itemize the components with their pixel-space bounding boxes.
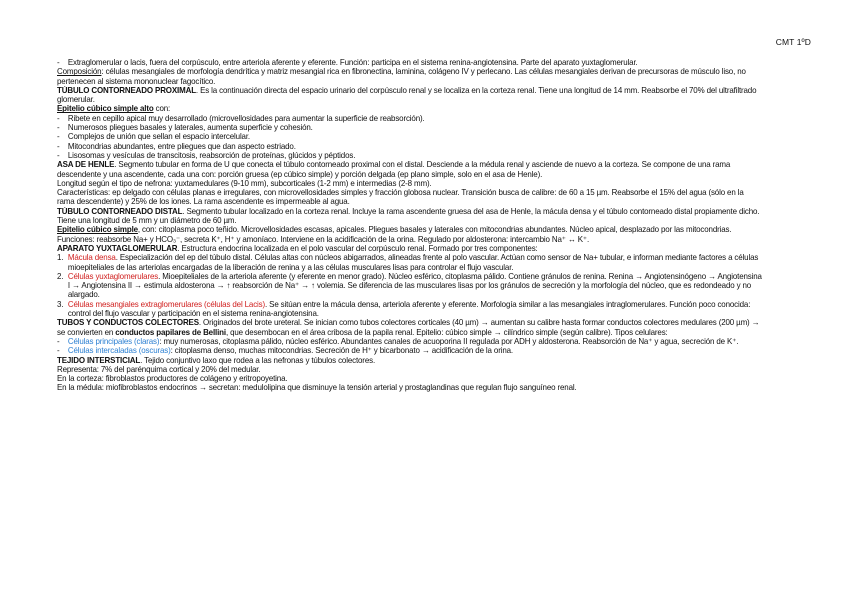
- list-item: - Complejos de unión que sellan el espacio intercelular.: [57, 132, 250, 142]
- document-body: [57, 58, 762, 393]
- tcp-heading: TÚBULO CONTORNEADO PROXIMAL: [57, 85, 196, 95]
- dash-marker: -: [57, 58, 60, 67]
- composicion-label: Composición: [57, 67, 102, 77]
- epitelio-alto-line: Epitelio cúbico simple alto con:: [57, 104, 171, 114]
- list-item: - Mitocondrias abundantes, entre pliegues que dan aspecto estriado.: [57, 141, 296, 151]
- macula-densa-label: Mácula densa: [67, 253, 116, 263]
- list-item: - Numerosos pliegues basales y laterales, aumenta superficie y cohesión.: [57, 123, 313, 133]
- principales-label: Células principales (claras): [67, 336, 160, 346]
- epitelio-simple-label: Epitelio cúbico simple: [57, 225, 138, 235]
- lacis-label: Células mesangiales extraglomerulares (células del Lacis): [67, 299, 266, 309]
- henle-longitud-line: Longitud según el tipo de nefrona: yuxtamedulares (9-10 mm), subcorticales (1-2 mm) e intermedias (2-8 mm).: [57, 178, 432, 188]
- list-item: - Lisosomas y vesículas de transcitosis, reabsorción de proteínas, glúcidos y péptidos.: [57, 150, 356, 160]
- yuxtaglomerulares-label: Células yuxtaglomerulares: [67, 271, 159, 281]
- tcp-paragraph: TÚBULO CONTORNEADO PROXIMAL. Es la continuación directa del espacio urinario del corpúsculo renal y se localiza en la corteza renal. Tiene una longitud de 14 mm. Reabsorbe el 70% del ultrafiltrado glomerular.: [57, 85, 757, 105]
- funciones-line: Funciones: reabsorbe Na+ y HCO₃⁻, secreta K⁺, H⁺ y amoníaco. Interviene en la acidificación de la orina. Regulado por aldosterona: intercambio Na⁺ ↔ K⁺.: [57, 234, 590, 244]
- tejido-intersticial-paragraph: TEJIDO INTERSTICIAL. Tejido conjuntivo laxo que rodea a las nefronas y túbulos colectores.: [57, 355, 376, 365]
- epitelio-alto-label: Epitelio cúbico simple alto: [57, 104, 154, 114]
- bellini-term: conductos papilares de Bellini: [115, 327, 226, 337]
- ayg-item-lacis: 3. Células mesangiales extraglomerulares (células del Lacis). Se sitúan entre la mácula densa, arteriola aferente y eferente. Morfología similar a las mesangiales intraglomerulares. Función poco conocida: control del flujo vascular y participación en el sistema renina-angiotensina.: [57, 299, 751, 319]
- ayg-item-yuxtaglomerulares: 2. Células yuxtaglomerulares. Mioepiteliales de la arteriola aferente (y eferente en menor grado). Núcleo esférico, citoplasma pálido. Contiene gránulos de renina. Renina → Angiotensinógeno → Angiotensina I → Angiotensina II → estimula aldosterona → ↑ reabsorción de Na⁺ → ↑ volemia. Se diferencia de las musculares lisas por los gránulos de secreción y la morfología del núcleo, que es redondeado y no alargado.: [57, 271, 762, 300]
- medula-line: En la médula: miofibroblastos endocrinos → secretan: medulolipina que disminuye la tensión arterial y prostaglandinas que regulan flujo sanguíneo renal.: [57, 383, 577, 393]
- henle-caracteristicas-paragraph: Características: ep delgado con células planas e irregulares, con microvellosidades simples y fracción globosa nuclear. Transición busca de calibre: de 60 a 15 µm. Reabsorbe el 15% del agua (sólo en la rama descendente) y 25% de los iones. La rama ascendente es impermeable al agua.: [57, 188, 744, 207]
- page-header-label: CMT 1ºD: [775, 37, 811, 47]
- tubos-paragraph: TUBOS Y CONDUCTOS COLECTORES. Originados del brote ureteral. Se inician como tubos colectores corticales (40 µm) → aumentan su calibre hasta formar conductos colectores medulares (200 µm) → se convierten en conductos papilares de Bellini, que desembocan en el área cribosa de la papila renal. Epitelio: cúbico simple → cilíndrico simple (según calibre). Tipos celulares:: [57, 318, 760, 337]
- list-item: - Ribete en cepillo apical muy desarrollado (microvellosidades para aumentar la superficie de reabsorción).: [57, 113, 425, 123]
- tejido-intersticial-heading: TEJIDO INTERSTICIAL: [57, 355, 141, 365]
- representa-line: Representa: 7% del parénquima cortical y 20% del medular.: [57, 364, 261, 374]
- mesangio-extraglomerular-item: - Extraglomerular o lacis, fuera del corpúsculo, entre arteriola aferente y eferente. Función: participa en el sistema renina-angiotensina. Parte del aparato yuxtaglomerular.: [57, 58, 638, 67]
- tubos-item-principales: - Células principales (claras): muy numerosas, citoplasma pálido, núcleo esférico. Abundantes canales de acuoporina II regulada por ADH y aldosterona. Reabsorción de Na⁺ y agua, secreción de K⁺.: [57, 336, 739, 346]
- ayg-heading: APARATO YUXTAGLOMERULAR: [57, 243, 178, 253]
- corteza-line: En la corteza: fibroblastos productores de colágeno y eritropoyetina.: [57, 374, 288, 384]
- henle-heading: ASA DE HENLE: [57, 160, 115, 170]
- epitelio-simple-paragraph: Epitelio cúbico simple, con: citoplasma poco teñido. Microvellosidades escasas, apicales. Pliegues basales y laterales con mitocondrias abundantes. Núcleo apical, desplazado por las mitocondrias.: [57, 225, 732, 235]
- tcd-heading: TÚBULO CONTORNEADO DISTAL: [57, 206, 183, 216]
- composicion-paragraph: Composición: células mesangiales de morfología dendrítica y matriz mesangial rica en fibronectina, laminina, colágeno IV y perlecano. Las células mesangiales derivan de precursoras de músculo liso, no pertenecen al sistema mononuclear fagocítico.: [57, 67, 746, 86]
- intercaladas-label: Células intercaladas (oscuras): [67, 346, 171, 356]
- tubos-item-intercaladas: - Células intercaladas (oscuras): citoplasma denso, muchas mitocondrias. Secreción de H⁺ y bicarbonato → acidificación de la orina.: [57, 346, 513, 356]
- ayg-item-macula-densa: 1. Mácula densa. Especialización del ep del túbulo distal. Células altas con núcleos abigarrados, alineadas frente al polo vascular. Actúan como sensor de Na+ tubular, e informan mediante factores a células mioepiteliales de las arteriolas encargadas de la liberación de renina y a las células musculares lisas para controlar el flujo vascular.: [57, 253, 759, 272]
- ayg-paragraph: APARATO YUXTAGLOMERULAR. Estructura endocrina localizada en el polo vascular del corpúsculo renal. Formado por tres componentes:: [57, 243, 538, 253]
- tubos-heading: TUBOS Y CONDUCTOS COLECTORES: [57, 318, 199, 328]
- henle-paragraph: ASA DE HENLE. Segmento tubular en forma de U que conecta el túbulo contorneado proximal con el distal. Desciende a la médula renal y asciende de nuevo a la corteza. Se compone de una rama descendente y una ascendente, cada una con: porción gruesa (ep cúbico simple) y porción delgada (ep plano simple, solo en el asa de Henle).: [57, 160, 731, 179]
- tcd-paragraph: TÚBULO CONTORNEADO DISTAL. Segmento tubular localizado en la corteza renal. Incluye la rama ascendente gruesa del asa de Henle, la mácula densa y el túbulo contorneado distal propiamente dicho. Tiene una longitud de 5 mm y un diámetro de 60 µm.: [57, 206, 760, 226]
